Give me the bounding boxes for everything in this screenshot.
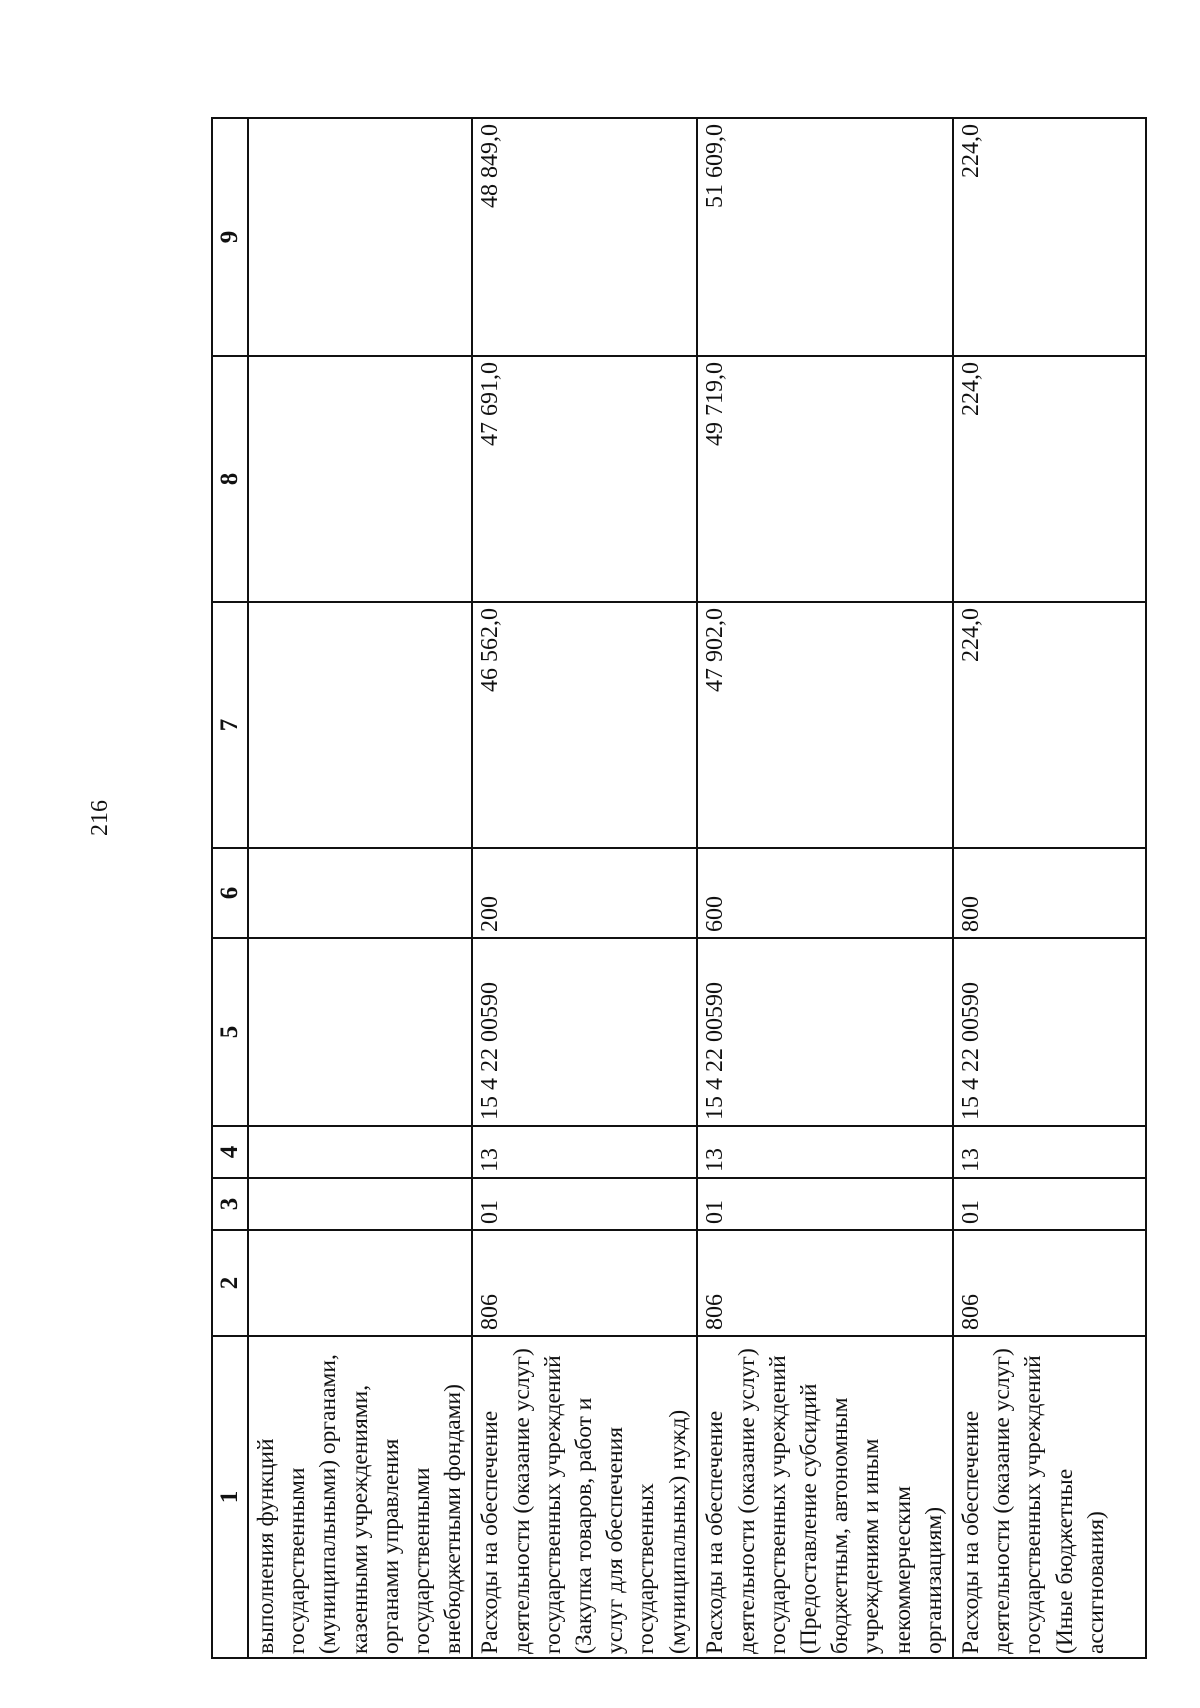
row-description: Расходы на обеспечение деятельности (оказание услуг) государственных учреждений (Закупка товаров, работ и услуг для обеспечения государственных (муниципальных) нужд)	[472, 1336, 697, 1658]
cell-expense-type	[248, 848, 472, 938]
column-header: 1	[212, 1336, 248, 1658]
cell-target-article: 15 4 22 00590	[697, 938, 953, 1126]
budget-table-container	[211, 119, 1109, 1659]
column-header: 7	[212, 602, 248, 848]
cell-amount-year-3	[248, 118, 472, 356]
cell-amount-year-2	[248, 356, 472, 602]
cell-amount-year-3: 48 849,0	[472, 118, 697, 356]
table-row	[248, 118, 472, 1658]
table-row	[953, 118, 1146, 1658]
row-description: выполнения функций государственными (муниципальными) органами, казенными учреждениями, органами управления государственными внебюджетными фондами)	[248, 1336, 472, 1658]
cell-expense-type: 600	[697, 848, 953, 938]
cell-amount-year-3: 224,0	[953, 118, 1146, 356]
cell-section-code: 01	[953, 1178, 1146, 1230]
cell-ministry-code	[248, 1230, 472, 1336]
cell-subsection-code: 13	[697, 1126, 953, 1178]
cell-amount-year-1	[248, 602, 472, 848]
row-description: Расходы на обеспечение деятельности (оказание услуг) государственных учреждений (Иные бюджетные ассигнования)	[953, 1336, 1146, 1658]
cell-ministry-code: 806	[472, 1230, 697, 1336]
column-header: 2	[212, 1230, 248, 1336]
column-header: 6	[212, 848, 248, 938]
cell-amount-year-2: 47 691,0	[472, 356, 697, 602]
table-header-row	[212, 118, 248, 1658]
cell-section-code	[248, 1178, 472, 1230]
table-row	[472, 118, 697, 1658]
cell-amount-year-1: 47 902,0	[697, 602, 953, 848]
cell-expense-type: 200	[472, 848, 697, 938]
cell-section-code: 01	[697, 1178, 953, 1230]
column-header: 3	[212, 1178, 248, 1230]
table-row	[697, 118, 953, 1658]
cell-subsection-code: 13	[472, 1126, 697, 1178]
cell-subsection-code: 13	[953, 1126, 1146, 1178]
cell-expense-type: 800	[953, 848, 1146, 938]
column-header: 4	[212, 1126, 248, 1178]
cell-target-article	[248, 938, 472, 1126]
cell-subsection-code	[248, 1126, 472, 1178]
budget-table-rotated	[211, 119, 1109, 1659]
cell-ministry-code: 806	[953, 1230, 1146, 1336]
cell-amount-year-3: 51 609,0	[697, 118, 953, 356]
budget-table	[211, 117, 1147, 1659]
cell-amount-year-2: 49 719,0	[697, 356, 953, 602]
cell-section-code: 01	[472, 1178, 697, 1230]
cell-amount-year-1: 224,0	[953, 602, 1146, 848]
page-number: 216	[87, 800, 113, 836]
cell-amount-year-2: 224,0	[953, 356, 1146, 602]
column-header: 5	[212, 938, 248, 1126]
cell-target-article: 15 4 22 00590	[472, 938, 697, 1126]
cell-ministry-code: 806	[697, 1230, 953, 1336]
cell-target-article: 15 4 22 00590	[953, 938, 1146, 1126]
cell-amount-year-1: 46 562,0	[472, 602, 697, 848]
row-description: Расходы на обеспечение деятельности (оказание услуг) государственных учреждений (Предоставление субсидий бюджетным, автономным учреждениям и иным некоммерческим организациям)	[697, 1336, 953, 1658]
column-header: 9	[212, 118, 248, 356]
column-header: 8	[212, 356, 248, 602]
